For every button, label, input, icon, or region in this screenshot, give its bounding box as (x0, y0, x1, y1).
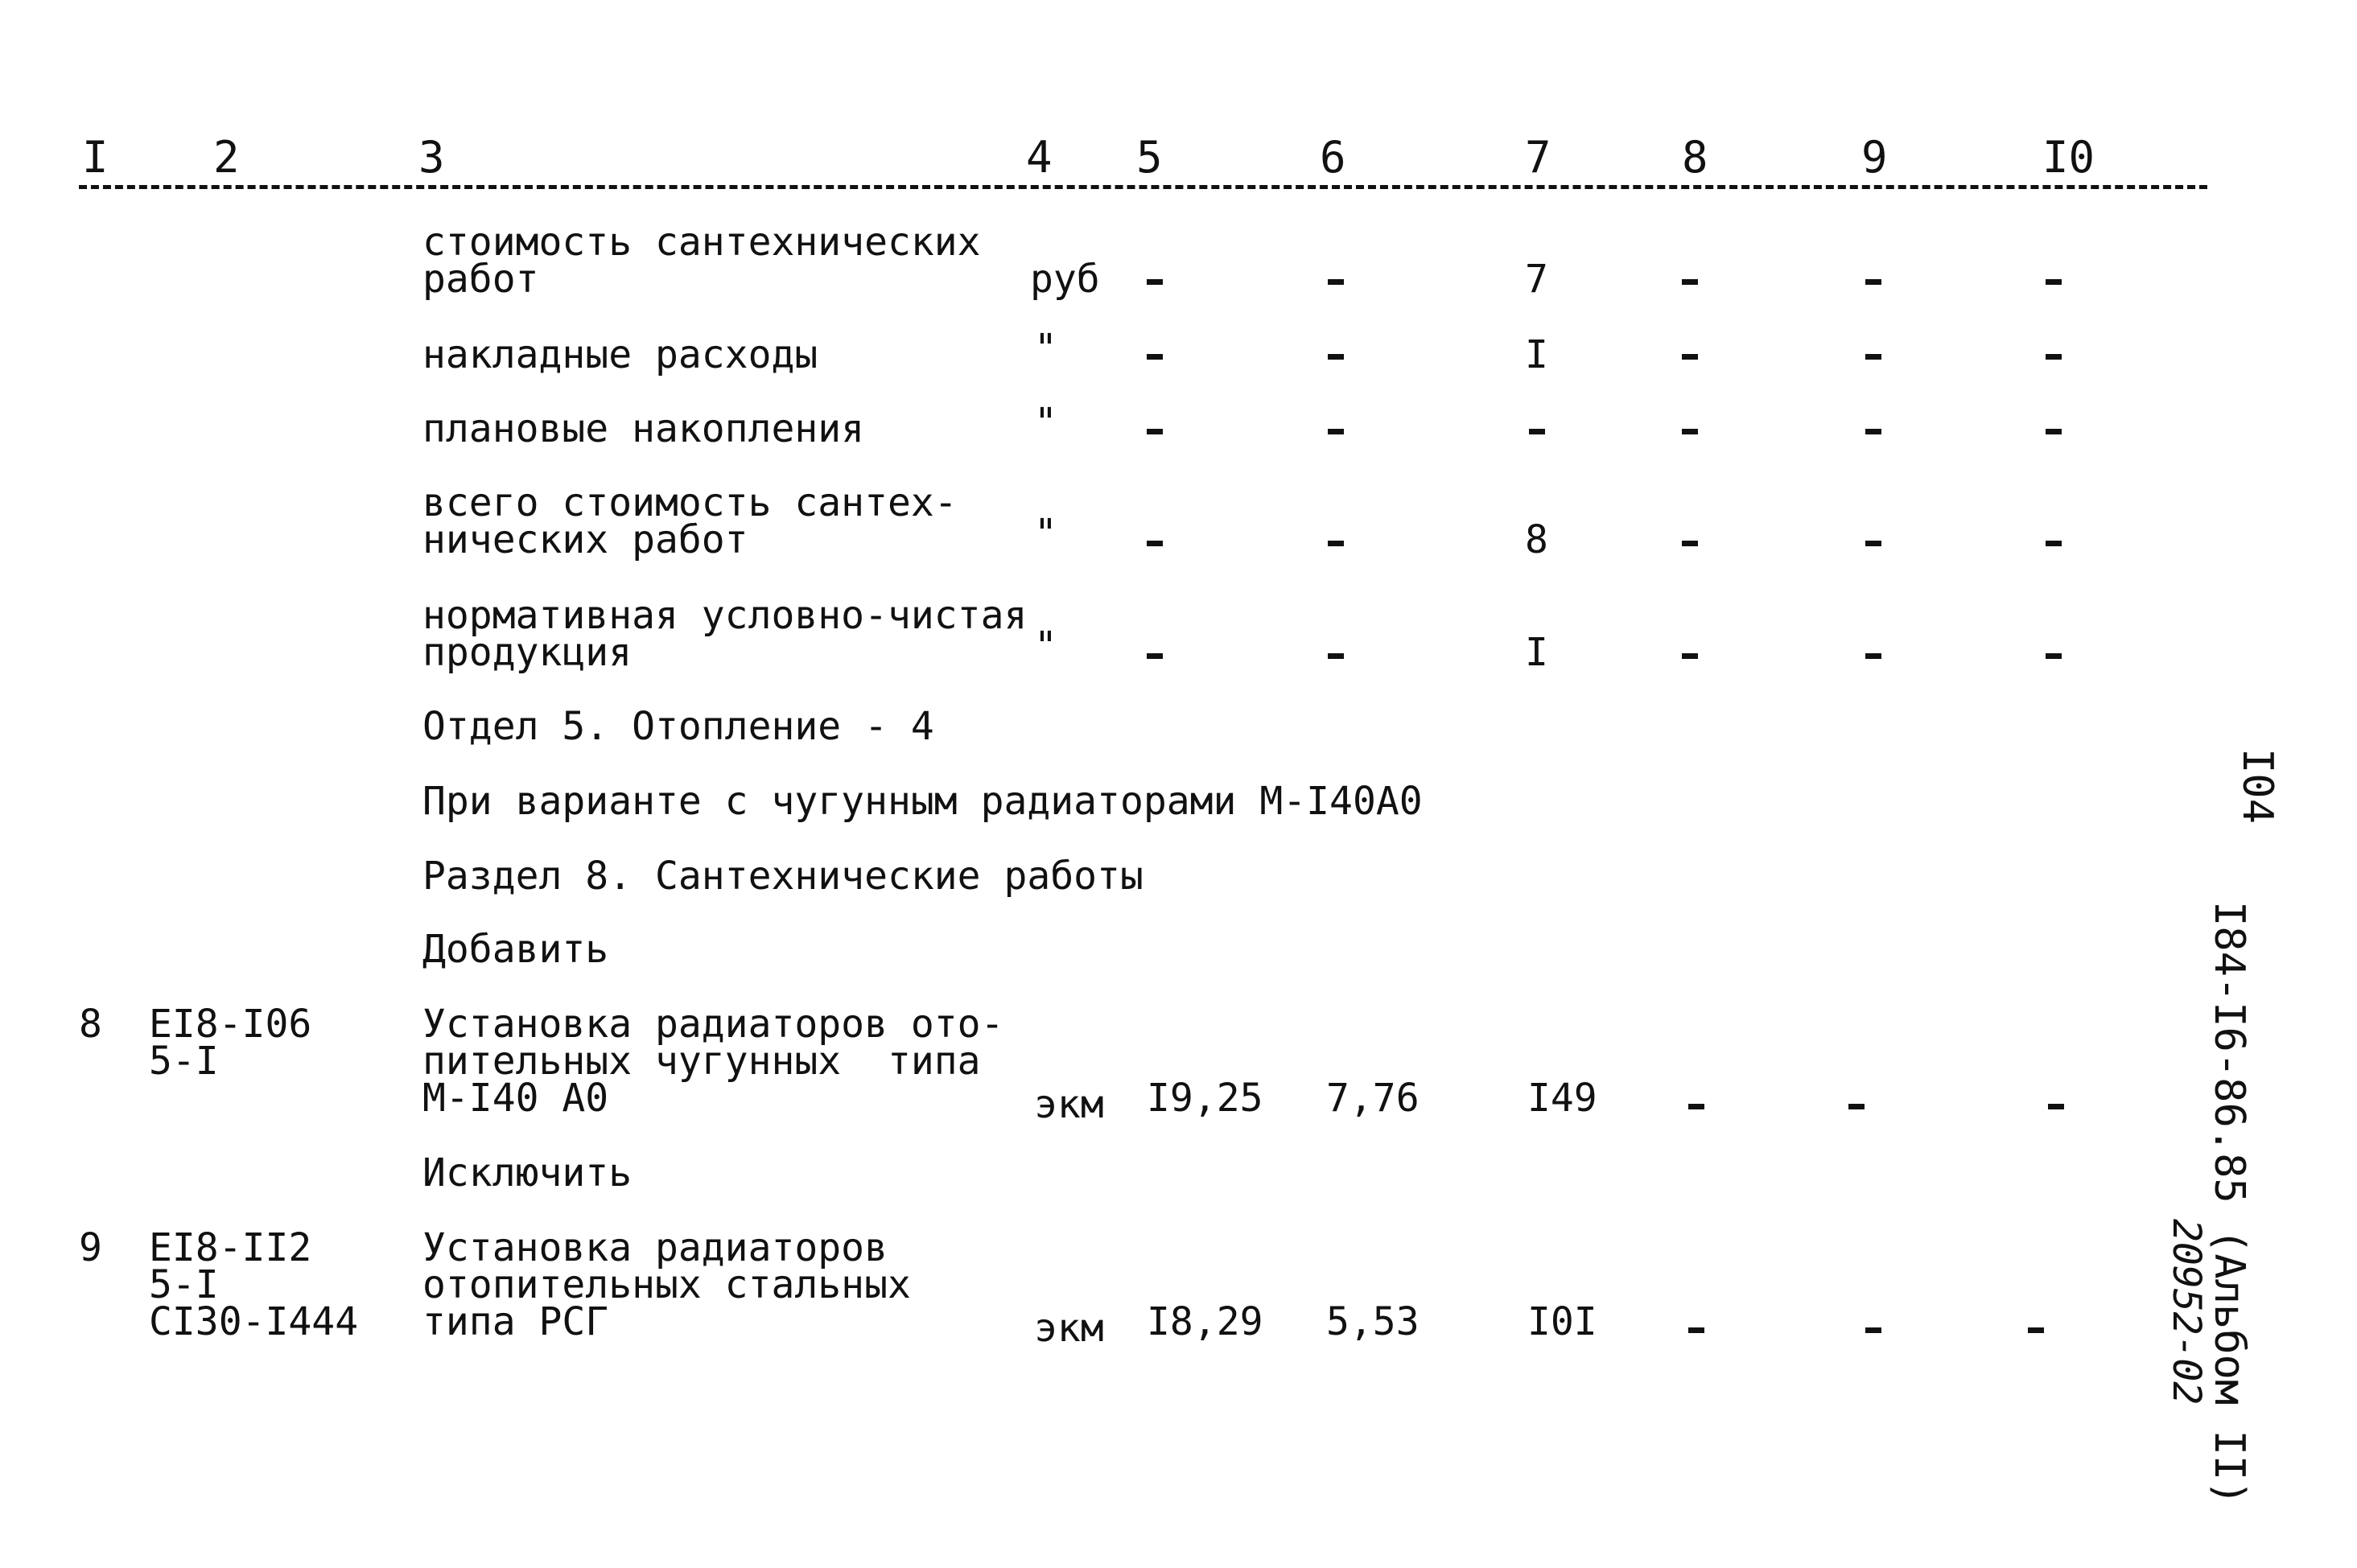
page-number: I04 (2233, 748, 2281, 824)
item9-c9-dash (1865, 1327, 1881, 1333)
item9-code-line2: 5-I (149, 1262, 219, 1307)
row1-c10-dash (2046, 279, 2062, 285)
col-header-3: 3 (418, 132, 445, 183)
item9-unit: экм (1034, 1306, 1104, 1351)
item8-name-line3: М-I40 А0 (422, 1076, 609, 1121)
document-code: 20952-02 (2164, 1219, 2209, 1405)
item9-code-line3: СI30-I444 (149, 1299, 359, 1344)
row5-c8-dash (1682, 653, 1698, 659)
row2-c5-dash (1147, 354, 1163, 360)
row1-name-line1: стоимость сантехнических (422, 220, 981, 265)
col-header-9: 9 (1861, 132, 1888, 183)
row1-unit: руб (1030, 257, 1100, 302)
album-code: I84-I6-86.85 (Альбом II) (2205, 901, 2253, 1506)
row5-c6-dash (1328, 653, 1344, 659)
row4-name-line2: нических работ (422, 517, 748, 562)
row3-c10-dash (2046, 429, 2062, 434)
item8-unit: экм (1034, 1082, 1104, 1127)
row1-c6-dash (1328, 279, 1344, 285)
row3-c9-dash (1865, 429, 1881, 434)
row4-c10-dash (2046, 541, 2062, 546)
row5-c10-dash (2046, 653, 2062, 659)
exclude-label: Исключить (422, 1150, 633, 1196)
row5-c9-dash (1865, 653, 1881, 659)
row2-unit: " (1034, 326, 1057, 371)
item8-c6: 7,76 (1326, 1076, 1420, 1121)
item8-num: 8 (79, 1002, 102, 1047)
row3-unit: " (1034, 400, 1057, 445)
item9-c8-dash (1688, 1327, 1704, 1333)
row1-c9-dash (1865, 279, 1881, 285)
item8-code-line2: 5-I (149, 1039, 219, 1084)
row4-name-line1: всего стоимость сантех- (422, 480, 958, 525)
row4-c5-dash (1147, 541, 1163, 546)
row2-c8-dash (1682, 354, 1698, 360)
row4-unit: " (1034, 511, 1057, 556)
col-header-4: 4 (1026, 132, 1053, 183)
row5-unit: " (1034, 623, 1057, 669)
add-label: Добавить (422, 927, 609, 972)
item8-name-line1: Установка радиаторов ото- (422, 1002, 1004, 1047)
item9-name-line1: Установка радиаторов (422, 1225, 888, 1270)
row2-c10-dash (2046, 354, 2062, 360)
col-header-6: 6 (1320, 132, 1346, 183)
item8-c10-dash (2048, 1104, 2064, 1109)
row5-c5-dash (1147, 653, 1163, 659)
col-header-10: I0 (2042, 132, 2095, 183)
row2-c7: I (1525, 332, 1548, 377)
row4-c7: 8 (1525, 517, 1548, 562)
col-header-8: 8 (1682, 132, 1708, 183)
row5-c7: I (1525, 630, 1548, 675)
item9-name-line3: типа РСГ (422, 1299, 609, 1344)
item8-c8-dash (1688, 1104, 1704, 1109)
header-rule (79, 185, 2207, 189)
item8-name-line2: пительных чугунных типа (422, 1039, 981, 1084)
row3-c6-dash (1328, 429, 1344, 434)
row3-c7-dash (1529, 429, 1545, 434)
row1-name-line2: работ (422, 257, 539, 302)
col-header-2: 2 (213, 132, 240, 183)
item9-c10-dash (2028, 1327, 2044, 1333)
row1-c7: 7 (1525, 257, 1548, 302)
item8-code-line1: ЕI8-I06 (149, 1002, 312, 1047)
row2-c6-dash (1328, 354, 1344, 360)
row5-name-line2: продукция (422, 630, 633, 675)
section-heading-otdel: Отдел 5. Отопление - 4 (422, 704, 934, 749)
row3-name: плановые накопления (422, 406, 865, 451)
col-header-5: 5 (1136, 132, 1163, 183)
item9-num: 9 (79, 1225, 102, 1270)
row5-name-line1: нормативная условно-чистая (422, 593, 1028, 638)
item9-name-line2: отопительных стальных (422, 1262, 911, 1307)
item9-code-line1: ЕI8-II2 (149, 1225, 312, 1270)
item8-c5: I9,25 (1147, 1076, 1263, 1121)
row2-name: накладные расходы (422, 332, 818, 377)
section-heading-razdel: Раздел 8. Сантехнические работы (422, 854, 1143, 899)
item9-c6: 5,53 (1326, 1299, 1420, 1344)
row4-c6-dash (1328, 541, 1344, 546)
row1-c5-dash (1147, 279, 1163, 285)
row2-c9-dash (1865, 354, 1881, 360)
row3-c5-dash (1147, 429, 1163, 434)
row4-c9-dash (1865, 541, 1881, 546)
row3-c8-dash (1682, 429, 1698, 434)
row1-c8-dash (1682, 279, 1698, 285)
col-header-1: I (82, 132, 109, 183)
item8-c9-dash (1848, 1104, 1865, 1109)
item9-c5: I8,29 (1147, 1299, 1263, 1344)
item8-c7: I49 (1527, 1076, 1597, 1121)
section-heading-variant: При варианте с чугунным радиаторами М-I40А0 (422, 779, 1423, 824)
row4-c8-dash (1682, 541, 1698, 546)
item9-c7: I0I (1527, 1299, 1597, 1344)
col-header-7: 7 (1525, 132, 1551, 183)
